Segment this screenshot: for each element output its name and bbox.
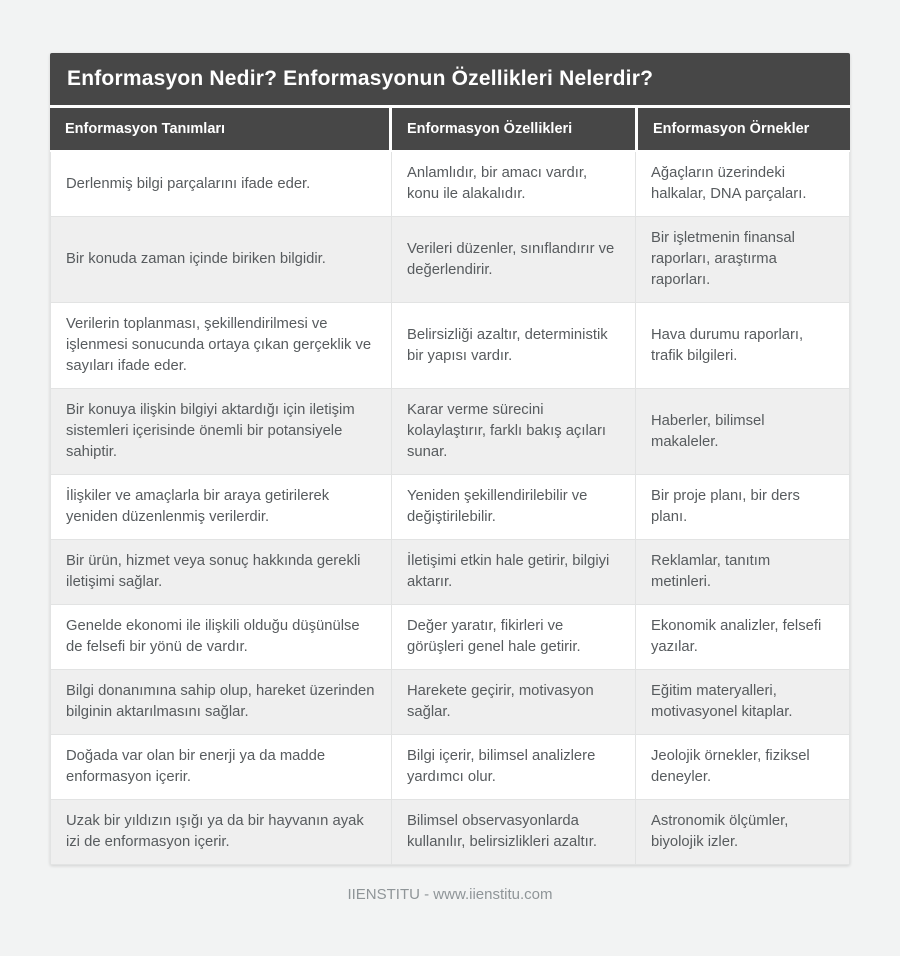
table-row [51, 734, 849, 799]
column-header-examples: Enformasyon Örnekler [638, 108, 850, 150]
table-body [50, 152, 850, 865]
page [0, 53, 900, 956]
feature-cell: İletişimi etkin hale getirir, bilgiyi aktarır. [391, 540, 635, 604]
example-cell: Astronomik ölçümler, biyolojik izler. [635, 800, 849, 864]
definition-cell: Bir ürün, hizmet veya sonuç hakkında gerekli iletişimi sağlar. [66, 553, 361, 590]
example-cell: Bir proje planı, bir ders planı. [635, 475, 849, 539]
info-table-card [50, 53, 850, 865]
example-cell: Haberler, bilimsel makaleler. [635, 389, 849, 474]
definition-cell: Verilerin toplanması, şekillendirilmesi ve işlenmesi sonucunda ortaya çıkan gerçeklik ve sayıları ifade eder. [66, 316, 372, 374]
definition-cell: Bilgi donanımına sahip olup, hareket üzerinden bilginin aktarılmasını sağlar. [66, 683, 375, 720]
column-header-features: Enformasyon Özellikleri [392, 108, 635, 150]
feature-cell: Değer yaratır, fikirleri ve görüşleri genel hale getirir. [391, 605, 635, 669]
definition-cell: Uzak bir yıldızın ışığı ya da bir hayvanın ayak izi de enformasyon içerir. [66, 813, 364, 850]
table-row [51, 604, 849, 669]
definition-cell: İlişkiler ve amaçlarla bir araya getirilerek yeniden düzenlenmiş verilerdir. [66, 488, 330, 525]
page-title: Enformasyon Nedir? Enformasyonun Özellikleri Nelerdir? [50, 53, 850, 105]
definition-cell: Genelde ekonomi ile ilişkili olduğu düşünülse de felsefi bir yönü de vardır. [66, 618, 360, 655]
table-row [51, 216, 849, 302]
feature-cell: Yeniden şekillendirilebilir ve değiştirilebilir. [391, 475, 635, 539]
example-cell: Hava durumu raporları, trafik bilgileri. [635, 303, 849, 388]
example-cell: Eğitim materyalleri, motivasyonel kitaplar. [635, 670, 849, 734]
table-row [51, 302, 849, 388]
definition-cell: Bir konuya ilişkin bilgiyi aktardığı için iletişim sistemleri içerisinde önemli bir potansiyele sahiptir. [66, 402, 355, 460]
example-cell: Jeolojik örnekler, fiziksel deneyler. [635, 735, 849, 799]
table-row [51, 388, 849, 474]
footer-credit: IIENSTITU - www.iienstitu.com [347, 886, 553, 903]
example-cell: Ağaçların üzerindeki halkalar, DNA parçaları. [635, 152, 849, 216]
feature-cell: Karar verme sürecini kolaylaştırır, farklı bakış açıları sunar. [391, 389, 635, 474]
feature-cell: Belirsizliği azaltır, deterministik bir yapısı vardır. [391, 303, 635, 388]
example-cell: Reklamlar, tanıtım metinleri. [635, 540, 849, 604]
feature-cell: Anlamlıdır, bir amacı vardır, konu ile alakalıdır. [391, 152, 635, 216]
table-header-row [50, 108, 850, 150]
table-row [51, 799, 849, 864]
definition-cell: Doğada var olan bir enerji ya da madde enformasyon içerir. [66, 748, 326, 785]
feature-cell: Bilgi içerir, bilimsel analizlere yardımcı olur. [391, 735, 635, 799]
example-cell: Bir işletmenin finansal raporları, araştırma raporları. [635, 217, 849, 302]
definition-cell: Bir konuda zaman içinde biriken bilgidir. [66, 251, 326, 267]
table-row [51, 669, 849, 734]
definition-cell: Derlenmiş bilgi parçalarını ifade eder. [66, 175, 311, 192]
column-header-definitions: Enformasyon Tanımları [50, 108, 389, 150]
table-row [51, 474, 849, 539]
feature-cell: Bilimsel observasyonlarda kullanılır, belirsizlikleri azaltır. [391, 800, 635, 864]
example-cell: Ekonomik analizler, felsefi yazılar. [635, 605, 849, 669]
table-row [51, 152, 849, 216]
table-row [51, 539, 849, 604]
feature-cell: Verileri düzenler, sınıflandırır ve değerlendirir. [391, 217, 635, 302]
feature-cell: Harekete geçirir, motivasyon sağlar. [391, 670, 635, 734]
